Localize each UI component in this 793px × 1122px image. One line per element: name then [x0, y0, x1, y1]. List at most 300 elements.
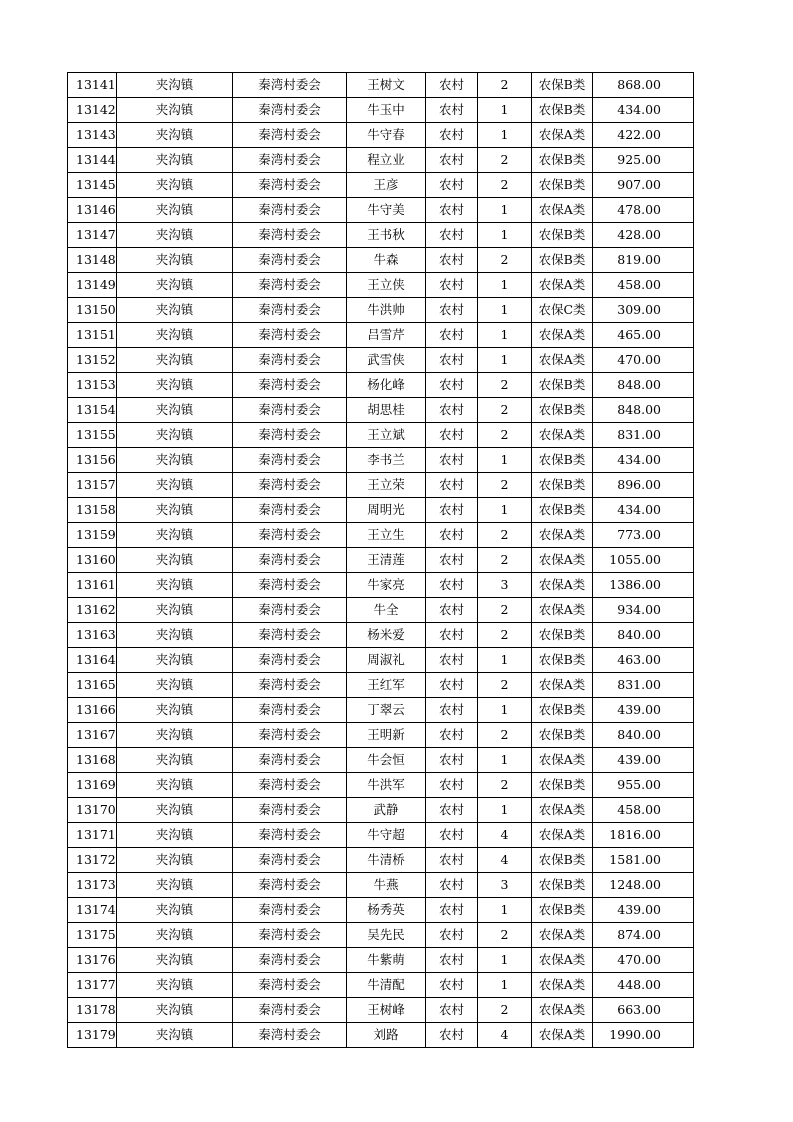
insurance-category-cell: 农保A类	[532, 973, 593, 998]
village-committee-cell: 秦湾村委会	[233, 748, 347, 773]
insurance-category-cell: 农保A类	[532, 573, 593, 598]
town-cell: 夹沟镇	[117, 823, 233, 848]
amount-cell: 478.00	[593, 198, 694, 223]
village-committee-cell: 秦湾村委会	[233, 773, 347, 798]
name-cell: 牛家亮	[347, 573, 426, 598]
name-cell: 周淑礼	[347, 648, 426, 673]
amount-cell: 470.00	[593, 348, 694, 373]
town-cell: 夹沟镇	[117, 423, 233, 448]
name-cell: 程立业	[347, 148, 426, 173]
record-id-cell: 13176	[68, 948, 117, 973]
town-cell: 夹沟镇	[117, 523, 233, 548]
household-type-cell: 农村	[426, 848, 478, 873]
town-cell: 夹沟镇	[117, 473, 233, 498]
amount-cell: 434.00	[593, 498, 694, 523]
insurance-category-cell: 农保B类	[532, 98, 593, 123]
table-row	[68, 498, 694, 523]
name-cell: 王立生	[347, 523, 426, 548]
household-type-cell: 农村	[426, 523, 478, 548]
member-count-cell: 1	[478, 98, 532, 123]
village-committee-cell: 秦湾村委会	[233, 898, 347, 923]
amount-cell: 428.00	[593, 223, 694, 248]
amount-cell: 848.00	[593, 373, 694, 398]
amount-cell: 831.00	[593, 423, 694, 448]
member-count-cell: 1	[478, 973, 532, 998]
record-id-cell: 13146	[68, 198, 117, 223]
table-row	[68, 848, 694, 873]
name-cell: 王树文	[347, 73, 426, 98]
town-cell: 夹沟镇	[117, 723, 233, 748]
insurance-category-cell: 农保A类	[532, 1023, 593, 1048]
record-id-cell: 13172	[68, 848, 117, 873]
name-cell: 牛玉中	[347, 98, 426, 123]
table-row	[68, 173, 694, 198]
household-type-cell: 农村	[426, 248, 478, 273]
name-cell: 刘路	[347, 1023, 426, 1048]
insurance-category-cell: 农保A类	[532, 548, 593, 573]
insurance-category-cell: 农保A类	[532, 423, 593, 448]
table-row	[68, 948, 694, 973]
town-cell: 夹沟镇	[117, 698, 233, 723]
town-cell: 夹沟镇	[117, 898, 233, 923]
town-cell: 夹沟镇	[117, 548, 233, 573]
table-body	[68, 73, 694, 1048]
record-id-cell: 13164	[68, 648, 117, 673]
household-type-cell: 农村	[426, 623, 478, 648]
record-id-cell: 13143	[68, 123, 117, 148]
village-committee-cell: 秦湾村委会	[233, 323, 347, 348]
member-count-cell: 3	[478, 573, 532, 598]
record-id-cell: 13173	[68, 873, 117, 898]
household-type-cell: 农村	[426, 323, 478, 348]
household-type-cell: 农村	[426, 873, 478, 898]
household-type-cell: 农村	[426, 548, 478, 573]
name-cell: 牛紫萌	[347, 948, 426, 973]
member-count-cell: 2	[478, 673, 532, 698]
household-type-cell: 农村	[426, 673, 478, 698]
household-type-cell: 农村	[426, 298, 478, 323]
record-id-cell: 13144	[68, 148, 117, 173]
household-type-cell: 农村	[426, 198, 478, 223]
record-id-cell: 13149	[68, 273, 117, 298]
town-cell: 夹沟镇	[117, 998, 233, 1023]
insurance-category-cell: 农保B类	[532, 698, 593, 723]
household-type-cell: 农村	[426, 373, 478, 398]
town-cell: 夹沟镇	[117, 498, 233, 523]
table-row	[68, 1023, 694, 1048]
table-row	[68, 973, 694, 998]
town-cell: 夹沟镇	[117, 673, 233, 698]
amount-cell: 840.00	[593, 723, 694, 748]
record-id-cell: 13154	[68, 398, 117, 423]
town-cell: 夹沟镇	[117, 373, 233, 398]
table-row	[68, 898, 694, 923]
record-id-cell: 13159	[68, 523, 117, 548]
table-row	[68, 823, 694, 848]
village-committee-cell: 秦湾村委会	[233, 473, 347, 498]
member-count-cell: 2	[478, 523, 532, 548]
name-cell: 吴先民	[347, 923, 426, 948]
member-count-cell: 1	[478, 223, 532, 248]
insurance-category-cell: 农保B类	[532, 398, 593, 423]
amount-cell: 309.00	[593, 298, 694, 323]
insurance-category-cell: 农保B类	[532, 873, 593, 898]
record-id-cell: 13142	[68, 98, 117, 123]
table-row	[68, 273, 694, 298]
insurance-category-cell: 农保B类	[532, 448, 593, 473]
village-committee-cell: 秦湾村委会	[233, 73, 347, 98]
village-committee-cell: 秦湾村委会	[233, 623, 347, 648]
name-cell: 牛清配	[347, 973, 426, 998]
table-row	[68, 398, 694, 423]
household-type-cell: 农村	[426, 798, 478, 823]
record-id-cell: 13150	[68, 298, 117, 323]
records-table	[67, 72, 694, 1048]
town-cell: 夹沟镇	[117, 573, 233, 598]
household-type-cell: 农村	[426, 898, 478, 923]
member-count-cell: 1	[478, 748, 532, 773]
household-type-cell: 农村	[426, 973, 478, 998]
table-row	[68, 448, 694, 473]
town-cell: 夹沟镇	[117, 448, 233, 473]
town-cell: 夹沟镇	[117, 973, 233, 998]
village-committee-cell: 秦湾村委会	[233, 498, 347, 523]
household-type-cell: 农村	[426, 223, 478, 248]
household-type-cell: 农村	[426, 98, 478, 123]
record-id-cell: 13151	[68, 323, 117, 348]
household-type-cell: 农村	[426, 1023, 478, 1048]
insurance-category-cell: 农保B类	[532, 173, 593, 198]
member-count-cell: 2	[478, 623, 532, 648]
record-id-cell: 13168	[68, 748, 117, 773]
town-cell: 夹沟镇	[117, 848, 233, 873]
name-cell: 牛洪军	[347, 773, 426, 798]
insurance-category-cell: 农保B类	[532, 898, 593, 923]
amount-cell: 458.00	[593, 798, 694, 823]
name-cell: 牛洪帅	[347, 298, 426, 323]
name-cell: 杨秀英	[347, 898, 426, 923]
village-committee-cell: 秦湾村委会	[233, 848, 347, 873]
village-committee-cell: 秦湾村委会	[233, 173, 347, 198]
village-committee-cell: 秦湾村委会	[233, 148, 347, 173]
name-cell: 牛全	[347, 598, 426, 623]
table-row	[68, 798, 694, 823]
name-cell: 王立荣	[347, 473, 426, 498]
member-count-cell: 2	[478, 723, 532, 748]
member-count-cell: 1	[478, 273, 532, 298]
name-cell: 杨米爱	[347, 623, 426, 648]
member-count-cell: 2	[478, 373, 532, 398]
record-id-cell: 13171	[68, 823, 117, 848]
record-id-cell: 13156	[68, 448, 117, 473]
town-cell: 夹沟镇	[117, 173, 233, 198]
household-type-cell: 农村	[426, 473, 478, 498]
table-row	[68, 873, 694, 898]
amount-cell: 1248.00	[593, 873, 694, 898]
member-count-cell: 3	[478, 873, 532, 898]
name-cell: 周明光	[347, 498, 426, 523]
amount-cell: 874.00	[593, 923, 694, 948]
insurance-category-cell: 农保B类	[532, 473, 593, 498]
insurance-category-cell: 农保A类	[532, 823, 593, 848]
amount-cell: 439.00	[593, 748, 694, 773]
table-row	[68, 998, 694, 1023]
household-type-cell: 农村	[426, 573, 478, 598]
household-type-cell: 农村	[426, 823, 478, 848]
table-row	[68, 73, 694, 98]
amount-cell: 1581.00	[593, 848, 694, 873]
town-cell: 夹沟镇	[117, 148, 233, 173]
name-cell: 武雪侠	[347, 348, 426, 373]
name-cell: 武静	[347, 798, 426, 823]
record-id-cell: 13152	[68, 348, 117, 373]
member-count-cell: 1	[478, 698, 532, 723]
insurance-category-cell: 农保B类	[532, 623, 593, 648]
name-cell: 牛守超	[347, 823, 426, 848]
town-cell: 夹沟镇	[117, 648, 233, 673]
member-count-cell: 2	[478, 598, 532, 623]
record-id-cell: 13147	[68, 223, 117, 248]
village-committee-cell: 秦湾村委会	[233, 948, 347, 973]
record-id-cell: 13158	[68, 498, 117, 523]
name-cell: 王立侠	[347, 273, 426, 298]
record-id-cell: 13160	[68, 548, 117, 573]
town-cell: 夹沟镇	[117, 323, 233, 348]
town-cell: 夹沟镇	[117, 873, 233, 898]
member-count-cell: 4	[478, 1023, 532, 1048]
village-committee-cell: 秦湾村委会	[233, 648, 347, 673]
insurance-category-cell: 农保A类	[532, 923, 593, 948]
record-id-cell: 13166	[68, 698, 117, 723]
village-committee-cell: 秦湾村委会	[233, 423, 347, 448]
village-committee-cell: 秦湾村委会	[233, 973, 347, 998]
amount-cell: 434.00	[593, 448, 694, 473]
insurance-category-cell: 农保B类	[532, 223, 593, 248]
insurance-category-cell: 农保A类	[532, 348, 593, 373]
member-count-cell: 2	[478, 248, 532, 273]
town-cell: 夹沟镇	[117, 598, 233, 623]
household-type-cell: 农村	[426, 273, 478, 298]
village-committee-cell: 秦湾村委会	[233, 123, 347, 148]
amount-cell: 955.00	[593, 773, 694, 798]
table-row	[68, 223, 694, 248]
village-committee-cell: 秦湾村委会	[233, 523, 347, 548]
household-type-cell: 农村	[426, 698, 478, 723]
table-row	[68, 723, 694, 748]
town-cell: 夹沟镇	[117, 348, 233, 373]
insurance-category-cell: 农保B类	[532, 373, 593, 398]
town-cell: 夹沟镇	[117, 623, 233, 648]
town-cell: 夹沟镇	[117, 73, 233, 98]
name-cell: 王树峰	[347, 998, 426, 1023]
insurance-category-cell: 农保B类	[532, 723, 593, 748]
village-committee-cell: 秦湾村委会	[233, 823, 347, 848]
town-cell: 夹沟镇	[117, 798, 233, 823]
amount-cell: 1990.00	[593, 1023, 694, 1048]
town-cell: 夹沟镇	[117, 248, 233, 273]
record-id-cell: 13162	[68, 598, 117, 623]
amount-cell: 925.00	[593, 148, 694, 173]
insurance-category-cell: 农保A类	[532, 673, 593, 698]
village-committee-cell: 秦湾村委会	[233, 923, 347, 948]
village-committee-cell: 秦湾村委会	[233, 398, 347, 423]
name-cell: 牛守美	[347, 198, 426, 223]
insurance-category-cell: 农保B类	[532, 648, 593, 673]
name-cell: 牛守春	[347, 123, 426, 148]
household-type-cell: 农村	[426, 498, 478, 523]
village-committee-cell: 秦湾村委会	[233, 798, 347, 823]
town-cell: 夹沟镇	[117, 773, 233, 798]
member-count-cell: 2	[478, 473, 532, 498]
household-type-cell: 农村	[426, 123, 478, 148]
village-committee-cell: 秦湾村委会	[233, 373, 347, 398]
amount-cell: 663.00	[593, 998, 694, 1023]
member-count-cell: 2	[478, 398, 532, 423]
record-id-cell: 13177	[68, 973, 117, 998]
name-cell: 丁翠云	[347, 698, 426, 723]
household-type-cell: 农村	[426, 923, 478, 948]
amount-cell: 868.00	[593, 73, 694, 98]
table-row	[68, 248, 694, 273]
insurance-category-cell: 农保A类	[532, 123, 593, 148]
insurance-category-cell: 农保A类	[532, 948, 593, 973]
name-cell: 王书秋	[347, 223, 426, 248]
record-id-cell: 13170	[68, 798, 117, 823]
insurance-category-cell: 农保A类	[532, 748, 593, 773]
table-row	[68, 123, 694, 148]
member-count-cell: 1	[478, 948, 532, 973]
village-committee-cell: 秦湾村委会	[233, 198, 347, 223]
town-cell: 夹沟镇	[117, 948, 233, 973]
record-id-cell: 13167	[68, 723, 117, 748]
table-row	[68, 348, 694, 373]
insurance-category-cell: 农保A类	[532, 998, 593, 1023]
village-committee-cell: 秦湾村委会	[233, 723, 347, 748]
village-committee-cell: 秦湾村委会	[233, 673, 347, 698]
member-count-cell: 4	[478, 848, 532, 873]
record-id-cell: 13174	[68, 898, 117, 923]
town-cell: 夹沟镇	[117, 398, 233, 423]
village-committee-cell: 秦湾村委会	[233, 98, 347, 123]
member-count-cell: 1	[478, 498, 532, 523]
amount-cell: 458.00	[593, 273, 694, 298]
village-committee-cell: 秦湾村委会	[233, 223, 347, 248]
town-cell: 夹沟镇	[117, 223, 233, 248]
town-cell: 夹沟镇	[117, 198, 233, 223]
village-committee-cell: 秦湾村委会	[233, 448, 347, 473]
household-type-cell: 农村	[426, 998, 478, 1023]
household-type-cell: 农村	[426, 448, 478, 473]
name-cell: 杨化峰	[347, 373, 426, 398]
town-cell: 夹沟镇	[117, 1023, 233, 1048]
name-cell: 胡思桂	[347, 398, 426, 423]
village-committee-cell: 秦湾村委会	[233, 1023, 347, 1048]
amount-cell: 439.00	[593, 898, 694, 923]
town-cell: 夹沟镇	[117, 298, 233, 323]
record-id-cell: 13145	[68, 173, 117, 198]
insurance-category-cell: 农保B类	[532, 498, 593, 523]
amount-cell: 422.00	[593, 123, 694, 148]
name-cell: 牛森	[347, 248, 426, 273]
amount-cell: 1816.00	[593, 823, 694, 848]
town-cell: 夹沟镇	[117, 273, 233, 298]
village-committee-cell: 秦湾村委会	[233, 573, 347, 598]
table-row	[68, 648, 694, 673]
amount-cell: 840.00	[593, 623, 694, 648]
member-count-cell: 2	[478, 173, 532, 198]
household-type-cell: 农村	[426, 348, 478, 373]
village-committee-cell: 秦湾村委会	[233, 873, 347, 898]
name-cell: 王清莲	[347, 548, 426, 573]
table-row	[68, 198, 694, 223]
insurance-category-cell: 农保A类	[532, 198, 593, 223]
name-cell: 牛会恒	[347, 748, 426, 773]
village-committee-cell: 秦湾村委会	[233, 698, 347, 723]
amount-cell: 448.00	[593, 973, 694, 998]
amount-cell: 439.00	[593, 698, 694, 723]
table-row	[68, 148, 694, 173]
table-row	[68, 548, 694, 573]
name-cell: 牛燕	[347, 873, 426, 898]
record-id-cell: 13155	[68, 423, 117, 448]
member-count-cell: 1	[478, 448, 532, 473]
record-id-cell: 13165	[68, 673, 117, 698]
amount-cell: 934.00	[593, 598, 694, 623]
record-id-cell: 13179	[68, 1023, 117, 1048]
record-id-cell: 13175	[68, 923, 117, 948]
name-cell: 牛清桥	[347, 848, 426, 873]
town-cell: 夹沟镇	[117, 98, 233, 123]
table-row	[68, 748, 694, 773]
insurance-category-cell: 农保B类	[532, 848, 593, 873]
amount-cell: 463.00	[593, 648, 694, 673]
table-row	[68, 298, 694, 323]
table-row	[68, 773, 694, 798]
member-count-cell: 1	[478, 198, 532, 223]
amount-cell: 434.00	[593, 98, 694, 123]
member-count-cell: 2	[478, 148, 532, 173]
member-count-cell: 1	[478, 323, 532, 348]
table-row	[68, 423, 694, 448]
village-committee-cell: 秦湾村委会	[233, 298, 347, 323]
record-id-cell: 13148	[68, 248, 117, 273]
name-cell: 李书兰	[347, 448, 426, 473]
household-type-cell: 农村	[426, 748, 478, 773]
town-cell: 夹沟镇	[117, 748, 233, 773]
record-id-cell: 13141	[68, 73, 117, 98]
name-cell: 王红军	[347, 673, 426, 698]
insurance-category-cell: 农保B类	[532, 148, 593, 173]
insurance-category-cell: 农保C类	[532, 298, 593, 323]
member-count-cell: 2	[478, 73, 532, 98]
insurance-category-cell: 农保B类	[532, 248, 593, 273]
record-id-cell: 13163	[68, 623, 117, 648]
village-committee-cell: 秦湾村委会	[233, 998, 347, 1023]
amount-cell: 1055.00	[593, 548, 694, 573]
table-row	[68, 573, 694, 598]
amount-cell: 831.00	[593, 673, 694, 698]
table-row	[68, 373, 694, 398]
table-row	[68, 323, 694, 348]
household-type-cell: 农村	[426, 73, 478, 98]
member-count-cell: 2	[478, 998, 532, 1023]
insurance-category-cell: 农保B类	[532, 73, 593, 98]
table-row	[68, 698, 694, 723]
insurance-category-cell: 农保A类	[532, 523, 593, 548]
town-cell: 夹沟镇	[117, 123, 233, 148]
member-count-cell: 2	[478, 548, 532, 573]
record-id-cell: 13153	[68, 373, 117, 398]
